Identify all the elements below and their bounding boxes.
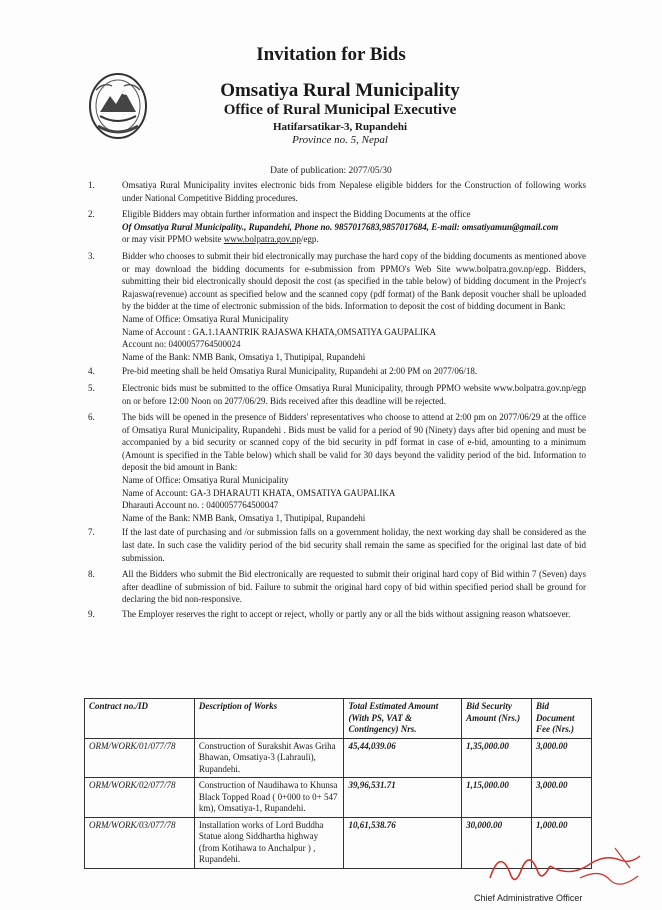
clause-8 <box>88 568 586 606</box>
website-suffix: /egp. <box>300 234 319 245</box>
bank-account-no: Dharauti Account no. : 0400057764500047 <box>122 500 279 511</box>
clause-number: 5. <box>88 382 95 393</box>
clause-1 <box>88 179 586 204</box>
website-prefix: or may visit PPMO website <box>122 234 224 245</box>
bank-office: Name of Office: Omsatiya Rural Municipality <box>122 475 289 486</box>
clause-text: Pre-bid meeting shall be held Omsatiya Rural Municipality, Rupandehi at 2:00 PM on 2077/06/18. <box>122 366 478 377</box>
clause-number: 4. <box>88 366 95 377</box>
work-description: Construction of Naudihawa to Khunsa Black Topped Road ( 0+000 to 0+ 547 km), Omsatiya-1, Rupandehi. <box>194 778 344 818</box>
clause-4 <box>88 365 586 378</box>
clause-5 <box>88 382 586 407</box>
estimated-amount: 45,44,039.06 <box>344 738 462 778</box>
clause-number: 2. <box>88 209 95 220</box>
signature-icon <box>480 838 650 898</box>
bank-name: Name of the Bank: NMB Bank, Omsatiya 1, Thutipipal, Rupandehi <box>122 512 366 523</box>
document-title: Invitation for Bids <box>256 44 406 65</box>
municipality-emblem-icon <box>86 70 150 142</box>
clause-7 <box>88 526 586 564</box>
bank-name: Name of the Bank: NMB Bank, Omsatiya 1, Thutipipal, Rupandehi <box>122 351 366 362</box>
contract-id: ORM/WORK/03/077/78 <box>85 817 195 868</box>
col-header-amount: Total Estimated Amount (With PS, VAT & Contingency) Nrs. <box>344 699 462 739</box>
bid-security: 1,15,000.00 <box>462 778 532 818</box>
estimated-amount: 39,96,531.71 <box>344 778 462 818</box>
bank-office: Name of Office: Omsatiya Rural Municipality <box>122 313 289 324</box>
province: Province no. 5, Nepal <box>292 134 388 146</box>
clause-number: 1. <box>88 180 95 190</box>
table-header-row <box>85 699 592 739</box>
col-header-contract-id: Contract no./ID <box>85 699 195 739</box>
table-row <box>85 778 592 818</box>
bid-security: 30,000.00 <box>462 817 532 868</box>
bank-account-name: Name of Account: GA-3 DHARAUTI KHATA, OMSATIYA GAUPALIKA <box>122 487 396 498</box>
clause-6 <box>88 411 586 524</box>
clause-3 <box>88 250 586 363</box>
bank-account-name: Name of Account : GA.1.1AANTRIK RAJASWA KHATA,OMSATIYA GAUPALIKA <box>122 326 436 337</box>
address: Hatifarsatikar-3, Rupandehi <box>272 121 408 133</box>
col-header-security: Bid Security Amount (Nrs.) <box>462 699 532 739</box>
contract-id: ORM/WORK/01/077/78 <box>85 738 195 778</box>
clause-text: If the last date of purchasing and /or submission falls on a government holiday, the next working day shall be considered as the last date. In such case the validity period of the bid security shall remain the same as specified for the original last date of bid submission. <box>122 527 586 563</box>
col-header-description: Description of Works <box>194 699 344 739</box>
col-header-fee: Bid Document Fee (Nrs.) <box>532 699 592 739</box>
clause-number: 7. <box>88 527 95 538</box>
clause-text: Eligible Bidders may obtain further information and inspect the Bidding Documents at the office <box>122 209 471 220</box>
clause-2 <box>88 208 586 246</box>
bid-clauses <box>88 179 586 623</box>
clause-9 <box>88 608 586 621</box>
clause-number: 9. <box>88 609 95 619</box>
clause-text: Bidder who chooses to submit their bid electronically may purchase the hard copy of the bidding documents as mentioned above or may download the bidding documents for e-submission from PPMO's Web Site www.bolpatra.gov.np/egp. Bidders, submitting their bid electronically should deposit the cost (as specified in the table below) of bidding document in the Project's Rajaswa(revenue) account as specified below and the scanned copy (pdf format) of the Bank deposit voucher shall be uploaded by the bidder at the time of electronic submission of the bids. Information to deposit the cost of bidding document in Bank: <box>122 250 586 312</box>
signer-title: Chief Administrative Officer <box>474 893 583 903</box>
website-line <box>122 233 586 246</box>
contract-id: ORM/WORK/02/077/78 <box>85 778 195 818</box>
document-fee: 3,000.00 <box>532 778 592 818</box>
clause-number: 6. <box>88 412 95 423</box>
clause-text: The bids will be opened in the presence of Bidders' representatives who choose to attend at 2:00 pm on 2077/06/29 at the office of Omsatiya Rural Municipality, Rupandehi . Bids must be valid for a period of 90 (Ninety) days after bid opening and must be accompanied by a bid security or scanned copy of the bid security in pdf format in case of e-bid, amounting to a minimum (Amount is specified in the Table below) which shall be valid for 30 days beyond the validity period of the bid. Information to deposit the bid amount in Bank: <box>122 412 586 473</box>
work-description: Construction of Surakshit Awas Griha Bhawan, Omsatiya-3 (Lahrauli), Rupandehi. <box>194 738 344 778</box>
clause-text: All the Bidders who submit the Bid electronically are requested to submit their original hard copy of Bid within 7 (Seven) days after deadline of submission of bid. Failure to submit the original hard copy of bid within specified period shall be ground for declaring the bid non-responsive. <box>122 569 586 605</box>
ppmo-website-link[interactable]: www.bolpatra.gov.np <box>223 234 301 245</box>
bid-security: 1,35,000.00 <box>462 738 532 778</box>
estimated-amount: 10,61,538.76 <box>344 817 462 868</box>
document-fee: 1,000.00 <box>532 817 592 868</box>
clause-number: 3. <box>88 250 95 261</box>
organization-name: Omsatiya Rural Municipality <box>220 80 460 101</box>
contact-line: Of Omsatiya Rural Municipality., Rupandehi, Phone no. 9857017683,9857017684, E-mail: omsatiyamun@gmail.com <box>122 221 559 232</box>
work-description: Installation works of Lord Buddha Statue along Siddhartha highway (from Kotihawa to Anchalpur ) , Rupandehi. <box>194 817 344 868</box>
clause-number: 8. <box>88 569 95 580</box>
table-row <box>85 738 592 778</box>
clause-text: The Employer reserves the right to accept or reject, wholly or partly any or all the bids without assigning reason whatsoever. <box>122 609 571 619</box>
document-fee: 3,000.00 <box>532 738 592 778</box>
clause-text: Omsatiya Rural Municipality invites electronic bids from Nepalese eligible bidders for the Construction of following works under National Competitive Bidding procedures. <box>122 180 586 203</box>
clause-text: Electronic bids must be submitted to the office Omsatiya Rural Municipality, through PPMO website www.bolpatra.gov.np/egp on or before 12:00 Noon on 2077/06/29. Bids received after this deadline will be rejected. <box>122 382 586 406</box>
publication-date: Date of publication: 2077/05/30 <box>270 166 392 176</box>
office-name: Office of Rural Municipal Executive <box>223 102 457 118</box>
bank-account-no: Account no: 0400057764500024 <box>122 339 241 350</box>
